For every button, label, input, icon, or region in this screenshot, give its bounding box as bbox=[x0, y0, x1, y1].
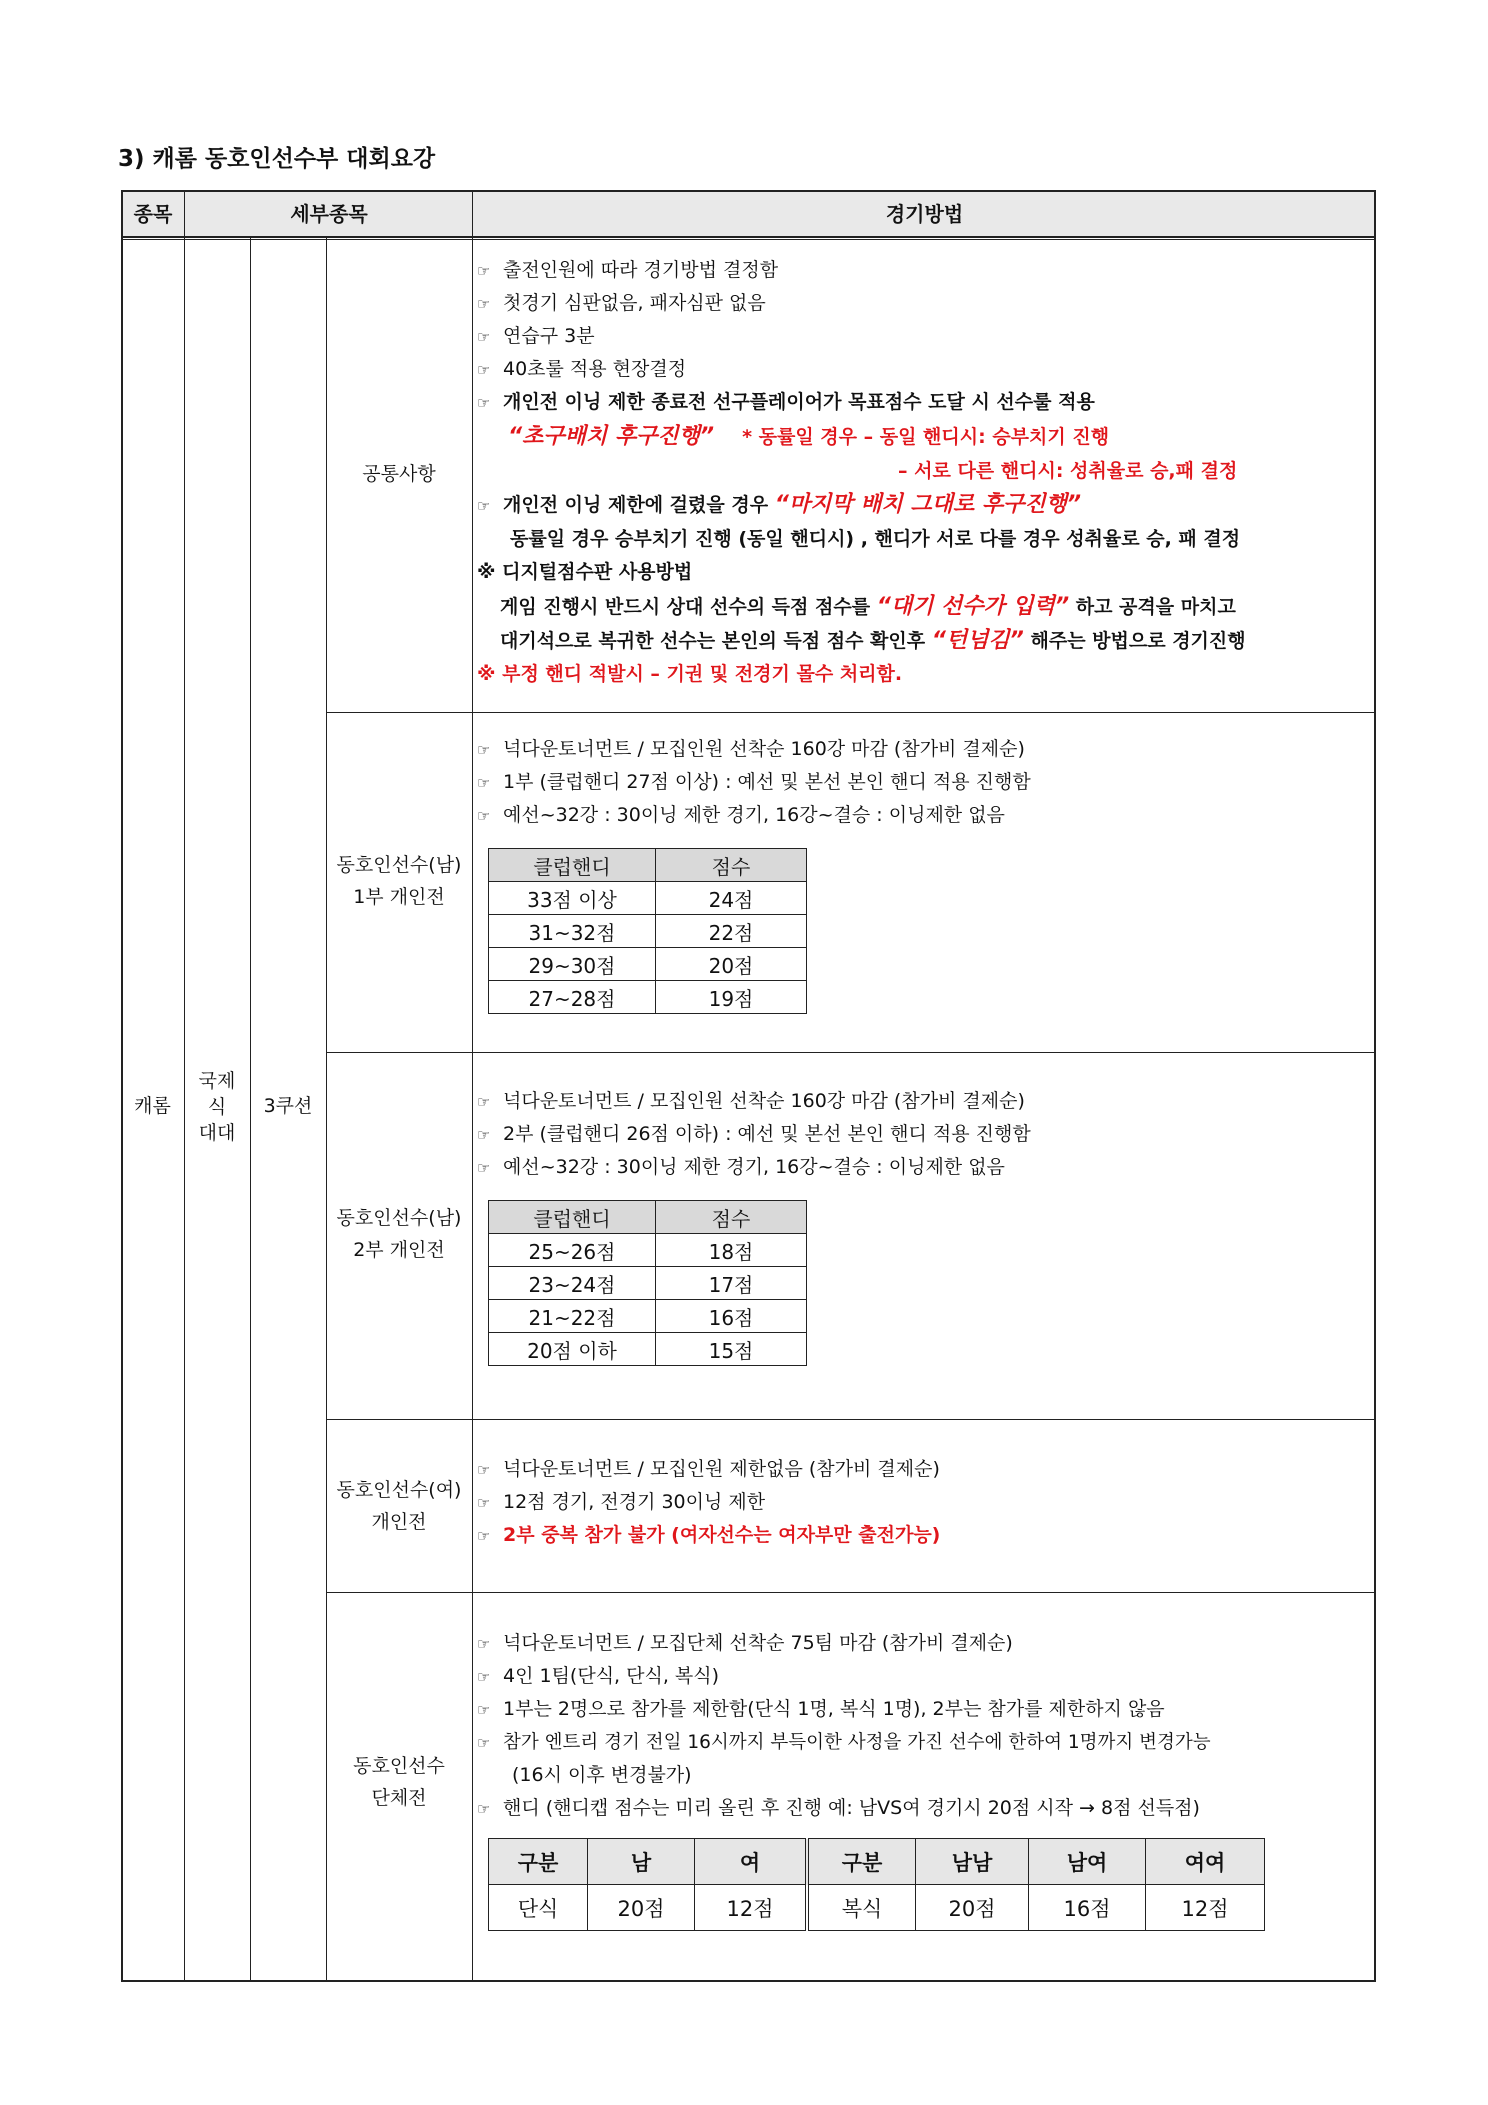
common-item: ☞ 출전인원에 따라 경기방법 결정함 bbox=[477, 254, 778, 288]
pointing-hand-icon: ☞ bbox=[477, 1800, 491, 1818]
table-header: 점수 bbox=[656, 1201, 807, 1234]
pointing-hand-icon: ☞ bbox=[477, 1527, 491, 1545]
pointing-hand-icon: ☞ bbox=[477, 1461, 491, 1479]
table-cell: 29~30점 bbox=[489, 948, 656, 981]
team-handicap-table bbox=[488, 1838, 1265, 1931]
table-cell: 33점 이상 bbox=[489, 882, 656, 915]
col-divider-3 bbox=[326, 238, 327, 1982]
common-item: ☞ 연습구 3분 bbox=[477, 320, 595, 354]
quote-last-layout: “마지막 배치 그대로 후구진행” bbox=[774, 492, 1082, 517]
table-cell: 22점 bbox=[656, 915, 807, 948]
table-cell: 21~22점 bbox=[489, 1300, 656, 1333]
cushion-cell: 3쿠션 bbox=[263, 1095, 313, 1117]
label-common: 공통사항 bbox=[362, 463, 436, 485]
label-women: 동호인선수(여) 개인전 bbox=[336, 1479, 462, 1533]
table-header: 클럽핸디 bbox=[489, 849, 656, 882]
women-item-warning: ☞ 2부 중복 참가 불가 (여자선수는 여자부만 출전가능) bbox=[477, 1519, 940, 1553]
row-divider-1 bbox=[326, 712, 1376, 713]
table-row bbox=[489, 981, 807, 1014]
pointing-hand-icon: ☞ bbox=[477, 394, 491, 412]
team-item: ☞ 넉다운토너먼트 / 모집단체 선착순 75팀 마감 (참가비 결제순) bbox=[477, 1627, 1013, 1661]
header-sub-event: 세부종목 bbox=[290, 202, 368, 226]
pointing-hand-icon: ☞ bbox=[477, 328, 491, 346]
common-item: ☞ 개인전 이닝 제한 종료전 선구플레이어가 목표점수 도달 시 선수룰 적용 bbox=[477, 386, 1095, 420]
pointing-hand-icon: ☞ bbox=[477, 1701, 491, 1719]
digital-board-line-1: 게임 진행시 반드시 상대 선수의 득점 점수를 “대기 선수가 입력” 하고 공격을 마치고 bbox=[500, 594, 1236, 619]
table-cell: 12점 bbox=[1146, 1885, 1265, 1931]
table-cell: 25~26점 bbox=[489, 1234, 656, 1267]
women-item: ☞ 12점 경기, 전경기 30이닝 제한 bbox=[477, 1486, 765, 1520]
tie-rule-1: * 동률일 경우 – 동일 핸디시: 승부치기 진행 bbox=[742, 426, 1110, 448]
men1-handicap-table bbox=[488, 848, 807, 1014]
header-sport: 종목 bbox=[133, 202, 173, 226]
table-row bbox=[489, 948, 807, 981]
table-cell: 20점 bbox=[656, 948, 807, 981]
row-divider-3 bbox=[326, 1419, 1376, 1420]
table-header: 여여 bbox=[1146, 1839, 1265, 1885]
table-header: 클럽핸디 bbox=[489, 1201, 656, 1234]
table-row bbox=[489, 882, 807, 915]
men2-item: ☞ 2부 (클럽핸디 26점 이하) : 예선 및 본선 본인 핸디 적용 진행함 bbox=[477, 1118, 1031, 1152]
men1-item: ☞ 예선~32강 : 30이닝 제한 경기, 16강~결승 : 이닝제한 없음 bbox=[477, 799, 1005, 833]
penalty-notice: ※ 부정 핸디 적발시 – 기권 및 전경기 몰수 처리함. bbox=[477, 663, 903, 685]
team-item: ☞ 핸디 (핸디캡 점수는 미리 올린 후 진행 예: 남VS여 경기시 20점 시작 → 8점 선득점) bbox=[477, 1792, 1200, 1826]
pointing-hand-icon: ☞ bbox=[477, 1126, 491, 1144]
sport-cell: 캐롬 bbox=[134, 1095, 171, 1117]
label-team: 동호인선수 단체전 bbox=[353, 1755, 445, 1809]
common-item: ☞ 첫경기 심판없음, 패자심판 없음 bbox=[477, 287, 766, 321]
men1-item: ☞ 1부 (클럽핸디 27점 이상) : 예선 및 본선 본인 핸디 적용 진행함 bbox=[477, 766, 1031, 800]
common-tie-line: 동률일 경우 승부치기 진행 (동일 핸디시) , 핸디가 서로 다를 경우 성취율로 승, 패 결정 bbox=[510, 528, 1241, 550]
table-cell: 15점 bbox=[656, 1333, 807, 1366]
table-header: 구분 bbox=[489, 1839, 588, 1885]
table-cell: 17점 bbox=[656, 1267, 807, 1300]
row-divider-4 bbox=[326, 1592, 1376, 1593]
pointing-hand-icon: ☞ bbox=[477, 1734, 491, 1752]
table-header: 남여 bbox=[1029, 1839, 1146, 1885]
table-row bbox=[489, 1300, 807, 1333]
men2-item: ☞ 넉다운토너먼트 / 모집인원 선착순 160강 마감 (참가비 결제순) bbox=[477, 1085, 1025, 1119]
pointing-hand-icon: ☞ bbox=[477, 1668, 491, 1686]
women-item: ☞ 넉다운토너먼트 / 모집인원 제한없음 (참가비 결제순) bbox=[477, 1453, 940, 1487]
table-row bbox=[489, 1333, 807, 1366]
label-men1: 동호인선수(남) 1부 개인전 bbox=[336, 854, 462, 908]
digital-board-line-2: 대기석으로 복귀한 선수는 본인의 득점 점수 확인후 “턴넘김” 해주는 방법으로 경기진행 bbox=[500, 628, 1246, 653]
type-cell: 국제 식 대대 bbox=[198, 1070, 236, 1144]
pointing-hand-icon: ☞ bbox=[477, 497, 491, 515]
pointing-hand-icon: ☞ bbox=[477, 807, 491, 825]
table-cell: 20점 bbox=[916, 1885, 1029, 1931]
pointing-hand-icon: ☞ bbox=[477, 741, 491, 759]
table-row bbox=[489, 915, 807, 948]
team-item: ☞ 4인 1팀(단식, 단식, 복식) bbox=[477, 1660, 719, 1694]
table-cell: 20점 이하 bbox=[489, 1333, 656, 1366]
table-row bbox=[489, 1234, 807, 1267]
table-cell: 단식 bbox=[489, 1885, 588, 1931]
table-cell: 20점 bbox=[588, 1885, 695, 1931]
col-divider-main bbox=[472, 190, 473, 1982]
page-title: 3) 캐롬 동호인선수부 대회요강 bbox=[118, 146, 436, 172]
pointing-hand-icon: ☞ bbox=[477, 774, 491, 792]
common-item: ☞ 40초룰 적용 현장결정 bbox=[477, 353, 686, 387]
table-header: 구분 bbox=[807, 1839, 916, 1885]
label-men2: 동호인선수(남) 2부 개인전 bbox=[336, 1207, 462, 1261]
pointing-hand-icon: ☞ bbox=[477, 262, 491, 280]
table-header: 남 bbox=[588, 1839, 695, 1885]
team-item: ☞ 참가 엔트리 경기 전일 16시까지 부득이한 사정을 가진 선수에 한하여 1명까지 변경가능 bbox=[477, 1726, 1211, 1760]
pointing-hand-icon: ☞ bbox=[477, 1159, 491, 1177]
pointing-hand-icon: ☞ bbox=[477, 1093, 491, 1111]
table-row bbox=[489, 1267, 807, 1300]
table-row bbox=[489, 1885, 1265, 1931]
table-cell: 복식 bbox=[807, 1885, 916, 1931]
quote-first-shot: “초구배치 후구진행” bbox=[508, 424, 715, 449]
table-header: 남남 bbox=[916, 1839, 1029, 1885]
table-cell: 27~28점 bbox=[489, 981, 656, 1014]
header-method: 경기방법 bbox=[885, 202, 964, 226]
tie-rule-2: – 서로 다른 핸디시: 성취율로 승,패 결정 bbox=[898, 460, 1238, 482]
pointing-hand-icon: ☞ bbox=[477, 361, 491, 379]
quote-waiting-input: “대기 선수가 입력” bbox=[876, 594, 1070, 619]
common-item: ☞ 개인전 이닝 제한에 걸렸을 경우 “마지막 배치 그대로 후구진행” bbox=[477, 488, 1081, 523]
pointing-hand-icon: ☞ bbox=[477, 1494, 491, 1512]
table-cell: 31~32점 bbox=[489, 915, 656, 948]
pointing-hand-icon: ☞ bbox=[477, 295, 491, 313]
table-cell: 16점 bbox=[1029, 1885, 1146, 1931]
pointing-hand-icon: ☞ bbox=[477, 1635, 491, 1653]
table-cell: 19점 bbox=[656, 981, 807, 1014]
table-cell: 23~24점 bbox=[489, 1267, 656, 1300]
team-item-cont: (16시 이후 변경불가) bbox=[512, 1764, 692, 1786]
men2-handicap-table bbox=[488, 1200, 807, 1366]
table-cell: 18점 bbox=[656, 1234, 807, 1267]
quote-turn-over: “턴넘김” bbox=[931, 628, 1024, 653]
table-header: 점수 bbox=[656, 849, 807, 882]
men1-item: ☞ 넉다운토너먼트 / 모집인원 선착순 160강 마감 (참가비 결제순) bbox=[477, 733, 1025, 767]
digital-board-heading: ※ 디지털점수판 사용방법 bbox=[477, 561, 693, 583]
common-quote-line bbox=[508, 420, 1109, 454]
team-item: ☞ 1부는 2명으로 참가를 제한함(단식 1명, 복식 1명), 2부는 참가를 제한하지 않음 bbox=[477, 1693, 1165, 1727]
table-cell: 24점 bbox=[656, 882, 807, 915]
table-header: 여 bbox=[695, 1839, 808, 1885]
table-cell: 12점 bbox=[695, 1885, 808, 1931]
row-divider-2 bbox=[326, 1052, 1376, 1053]
men2-item: ☞ 예선~32강 : 30이닝 제한 경기, 16강~결승 : 이닝제한 없음 bbox=[477, 1151, 1005, 1185]
table-cell: 16점 bbox=[656, 1300, 807, 1333]
